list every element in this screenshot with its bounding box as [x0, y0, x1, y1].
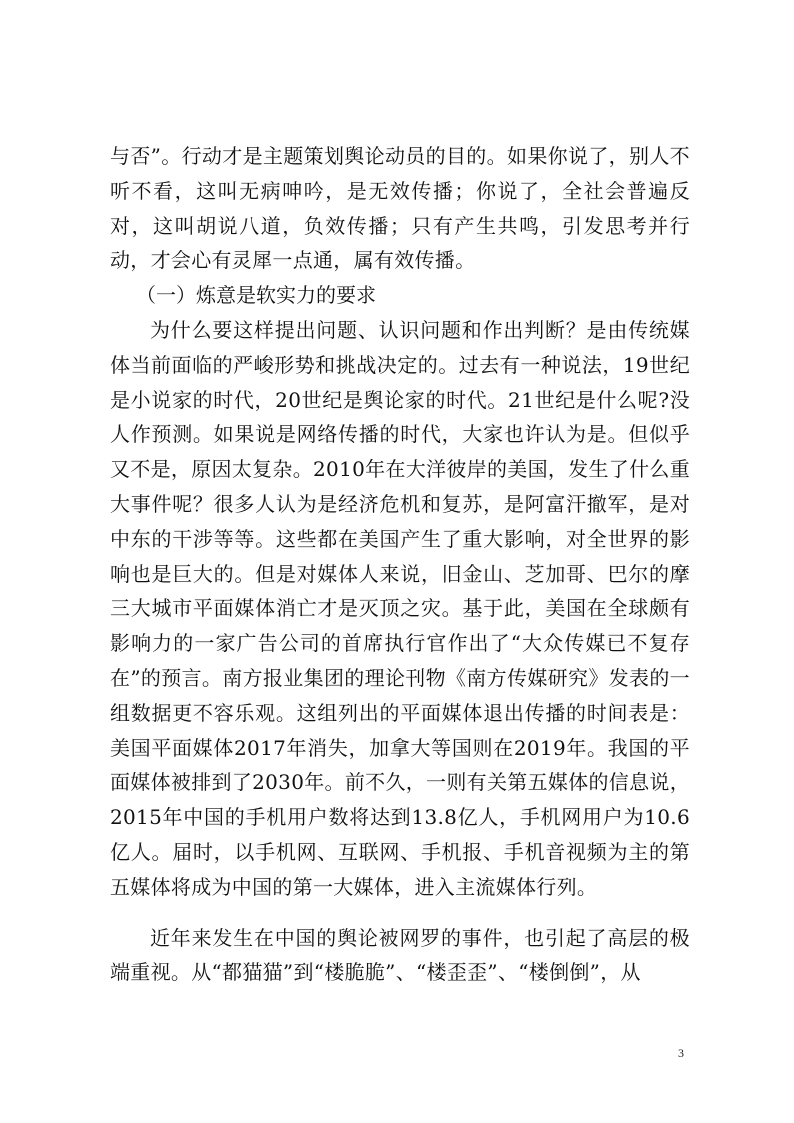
- body-text: [110, 139, 690, 990]
- page-number: 3: [678, 1046, 684, 1060]
- paragraph-media-situation: 为什么要这样提出问题、认识问题和作出判断？是由传统媒体当前面临的严峻形势和挑战决定的。过去有一种说法，19世纪是小说家的时代，20世纪是舆论家的时代。21世纪是什么呢?没人作预测。如果说是网络传播的时代，大家也许认为是。但似乎又不是，原因太复杂。2010年在大洋彼岸的美国，发生了什么重大事件呢？很多人认为是经济危机和复苏，是阿富汗撤军，是对中东的干涉等等。这些都在美国产生了重大影响，对全世界的影响也是巨大的。但是对媒体人来说，旧金山、芝加哥、巴尔的摩三大城市平面媒体消亡才是灭顶之灾。基于此，美国在全球颇有影响力的一家广告公司的首席执行官作出了“大众传媒已不复存在”的预言。南方报业集团的理论刊物《南方传媒研究》发表的一组数据更不容乐观。这组列出的平面媒体退出传播的时间表是：美国平面媒体2017年消失，加拿大等国则在2019年。我国的平面媒体被排到了2030年。前不久，一则有关第五媒体的信息说，2015年中国的手机用户数将达到13.8亿人，手机网用户为10.6亿人。届时，以手机网、互联网、手机报、手机音视频为主的第五媒体将成为中国的第一大媒体，进入主流媒体行列。: [110, 317, 690, 899]
- paragraph-public-opinion-events: 近年来发生在中国的舆论被网罗的事件，也引起了高层的极端重视。从“都猫猫”到“楼脆脆”、“楼歪歪”、“楼倒倒”，从: [110, 925, 690, 985]
- paragraph-continuation: 与否”。行动才是主题策划舆论动员的目的。如果你说了，别人不听不看，这叫无病呻吟，是无效传播；你说了，全社会普遍反对，这叫胡说八道，负效传播；只有产生共鸣，引发思考并行动，才会心有灵犀一点通，属有效传播。: [110, 144, 690, 273]
- section-heading: （一）炼意是软实力的要求: [136, 283, 376, 308]
